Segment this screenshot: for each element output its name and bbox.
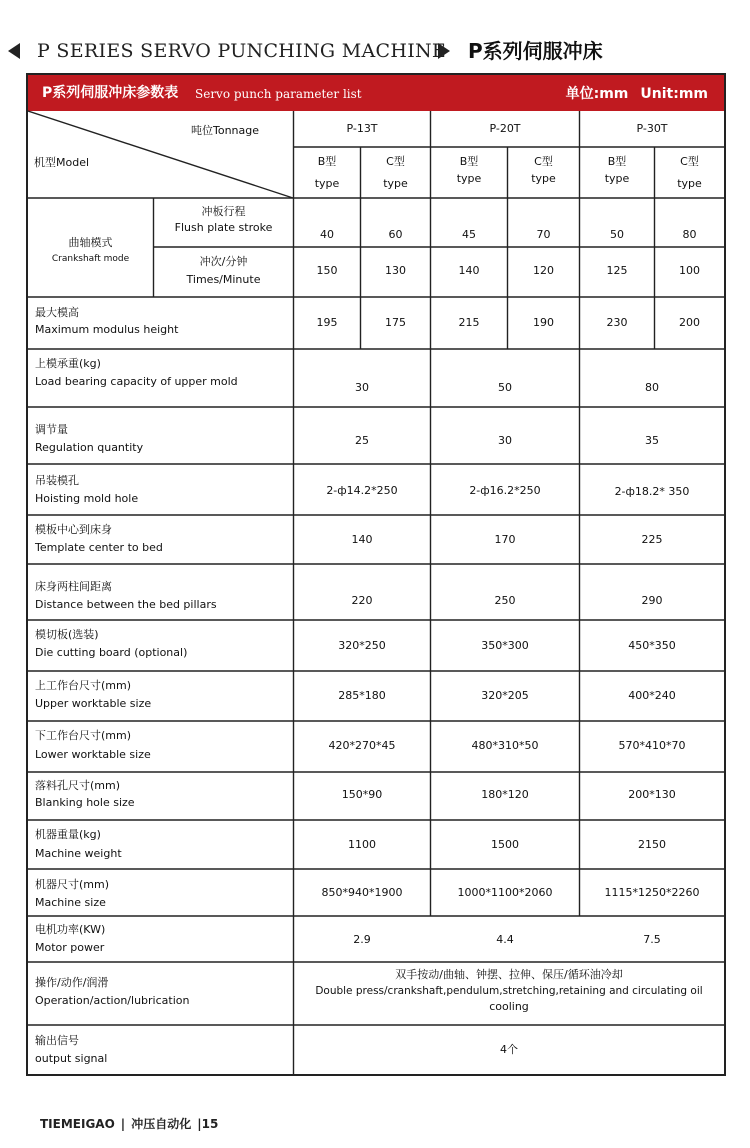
row-value: 290 [641, 594, 663, 607]
row-label-cn: 机器重量(kg) [35, 828, 101, 841]
tonnage-p30: P-30T [636, 122, 668, 135]
row-value: 25 [355, 434, 369, 447]
tonnage-header: 吨位Tonnage [191, 124, 260, 137]
type-cn: C型 [534, 155, 553, 168]
type-cn: C型 [386, 155, 405, 168]
row-label-cn: 模切板(选装) [35, 628, 99, 641]
stroke-value: 50 [610, 228, 624, 241]
model-header: 机型Model [34, 156, 90, 169]
type-en: type [383, 177, 408, 190]
output-cn: 输出信号 [35, 1034, 79, 1047]
row-label-en: Motor power [35, 941, 105, 954]
type-en: type [314, 177, 340, 190]
row-label-en: Upper worktable size [35, 697, 152, 710]
row-value: 200*130 [628, 788, 676, 801]
row-value: 35 [645, 434, 659, 447]
row-label-en: Blanking hole size [35, 796, 135, 809]
table-title-en: Servo punch parameter list [195, 87, 362, 101]
row-value: 4.4 [496, 933, 514, 946]
modulus-value: 215 [458, 316, 480, 329]
type-en: type [604, 172, 630, 185]
row-value: 2150 [638, 838, 666, 851]
tonnage-p20: P-20T [489, 122, 521, 135]
triangle-left-icon [8, 43, 20, 59]
output-en: output signal [35, 1052, 108, 1065]
row-value: 1500 [491, 838, 519, 851]
triangle-right-icon [438, 43, 450, 59]
row-value: 350*300 [481, 639, 529, 652]
times-value: 125 [606, 264, 628, 277]
row-label-en: Template center to bed [35, 541, 163, 554]
row-value: 480*310*50 [471, 739, 539, 752]
row-value: 180*120 [481, 788, 529, 801]
row-label-en: Lower worktable size [35, 748, 151, 761]
row-label-en: Distance between the bed pillars [35, 598, 217, 611]
operation-value-en-2: cooling [489, 1000, 529, 1013]
row-label-cn: 上工作台尺寸(mm) [35, 679, 132, 692]
row-label-cn: 电机功率(KW) [35, 923, 106, 936]
row-label-en: Die cutting board (optional) [35, 646, 188, 659]
type-cn: C型 [680, 155, 699, 168]
stroke-value: 80 [682, 228, 697, 241]
row-value: 320*250 [338, 639, 386, 652]
row-value: 250 [494, 594, 516, 607]
modulus-value: 175 [385, 316, 406, 329]
stroke-value: 45 [462, 228, 476, 241]
modulus-value: 200 [679, 316, 700, 329]
row-value: 320*205 [481, 689, 529, 702]
crank-mode-cn: 曲轴模式 [68, 236, 113, 249]
unit-en: Unit:mm [640, 86, 708, 102]
row-label-cn: 模板中心到床身 [35, 523, 112, 536]
row-label-cn: 床身两柱间距离 [35, 580, 112, 593]
page-header [0, 36, 750, 66]
footer-brand: TIEMEIGAO [40, 1117, 115, 1131]
row-label-cn: 上模承重(kg) [35, 357, 101, 370]
tonnage-p13: P-13T [346, 122, 378, 135]
type-en: type [677, 177, 702, 190]
operation-value-cn: 双手按动/曲轴、钟摆、拉伸、保压/循环油冷却 [395, 968, 623, 981]
modulus-en: Maximum modulus height [35, 323, 179, 336]
crank-mode-en: Crankshaft mode [51, 254, 130, 264]
operation-cn: 操作/动作/润滑 [35, 976, 109, 989]
footer-separator: | [197, 1117, 202, 1131]
row-value: 30 [355, 381, 369, 394]
times-value: 100 [679, 264, 700, 277]
title-chinese: P系列伺服冲床 [468, 39, 603, 63]
modulus-value: 195 [316, 316, 338, 329]
unit-cn: 单位:mm [565, 86, 629, 102]
row-value: 1100 [348, 838, 376, 851]
times-cn: 冲次/分钟 [199, 255, 248, 268]
row-label-cn: 机器尺寸(mm) [35, 878, 110, 891]
row-label-en: Load bearing capacity of upper mold [35, 375, 238, 388]
row-value: 170 [494, 533, 516, 546]
type-cn: B型 [317, 155, 337, 168]
row-value: 570*410*70 [618, 739, 686, 752]
times-en: Times/Minute [186, 273, 261, 286]
row-value: 7.5 [643, 933, 661, 946]
row-value: 400*240 [628, 689, 676, 702]
row-value: 2-ф14.2*250 [326, 484, 398, 497]
row-label-cn: 落料孔尺寸(mm) [35, 779, 121, 792]
times-value: 150 [316, 264, 338, 277]
row-value: 150*90 [341, 788, 383, 801]
row-label-en: Machine weight [35, 847, 122, 860]
row-value: 420*270*45 [328, 739, 396, 752]
row-value: 1000*1100*2060 [457, 886, 553, 899]
stroke-value: 70 [536, 228, 551, 241]
row-label-cn: 调节量 [35, 423, 68, 436]
footer-section: 冲压自动化 [131, 1117, 192, 1131]
table-grid-lines [28, 75, 724, 1074]
row-value: 80 [645, 381, 659, 394]
modulus-cn: 最大模高 [35, 306, 79, 319]
operation-en: Operation/action/lubrication [35, 994, 190, 1007]
row-value: 50 [498, 381, 512, 394]
type-en: type [531, 172, 556, 185]
row-value: 140 [351, 533, 373, 546]
footer-separator: | [120, 1117, 126, 1131]
stroke-value: 60 [388, 228, 403, 241]
row-value: 30 [498, 434, 512, 447]
page-number: 15 [201, 1117, 219, 1131]
stroke-cn: 冲板行程 [201, 205, 246, 218]
times-value: 130 [385, 264, 406, 277]
row-label-en: Regulation quantity [35, 441, 144, 454]
row-label-cn: 吊装模孔 [35, 474, 79, 487]
type-en: type [456, 172, 482, 185]
row-value: 450*350 [628, 639, 676, 652]
row-value: 1115*1250*2260 [604, 886, 700, 899]
row-label-en: Hoisting mold hole [35, 492, 139, 505]
row-value: 225 [641, 533, 663, 546]
row-value: 2.9 [353, 933, 371, 946]
page-footer [40, 1115, 224, 1132]
type-cn: B型 [459, 155, 479, 168]
stroke-value: 40 [320, 228, 334, 241]
stroke-en: Flush plate stroke [174, 221, 273, 234]
times-value: 120 [533, 264, 554, 277]
parameter-table [26, 73, 726, 1076]
title-english: P SERIES SERVO PUNCHING MACHINE [37, 40, 447, 62]
row-label-cn: 下工作台尺寸(mm) [35, 729, 132, 742]
row-value: 220 [351, 594, 373, 607]
operation-value-en: Double press/crankshaft,pendulum,stretching,retaining and circulating oil [315, 985, 703, 997]
row-value: 850*940*1900 [321, 886, 403, 899]
table-title-cn: P系列伺服冲床参数表 [42, 85, 179, 101]
row-value: 2-ф16.2*250 [469, 484, 541, 497]
times-value: 140 [458, 264, 480, 277]
modulus-value: 230 [606, 316, 628, 329]
row-label-en: Machine size [35, 896, 106, 909]
output-value: 4个 [500, 1043, 518, 1056]
row-value: 2-ф18.2* 350 [614, 485, 690, 498]
modulus-value: 190 [533, 316, 554, 329]
type-cn: B型 [607, 155, 627, 168]
row-value: 285*180 [338, 689, 386, 702]
